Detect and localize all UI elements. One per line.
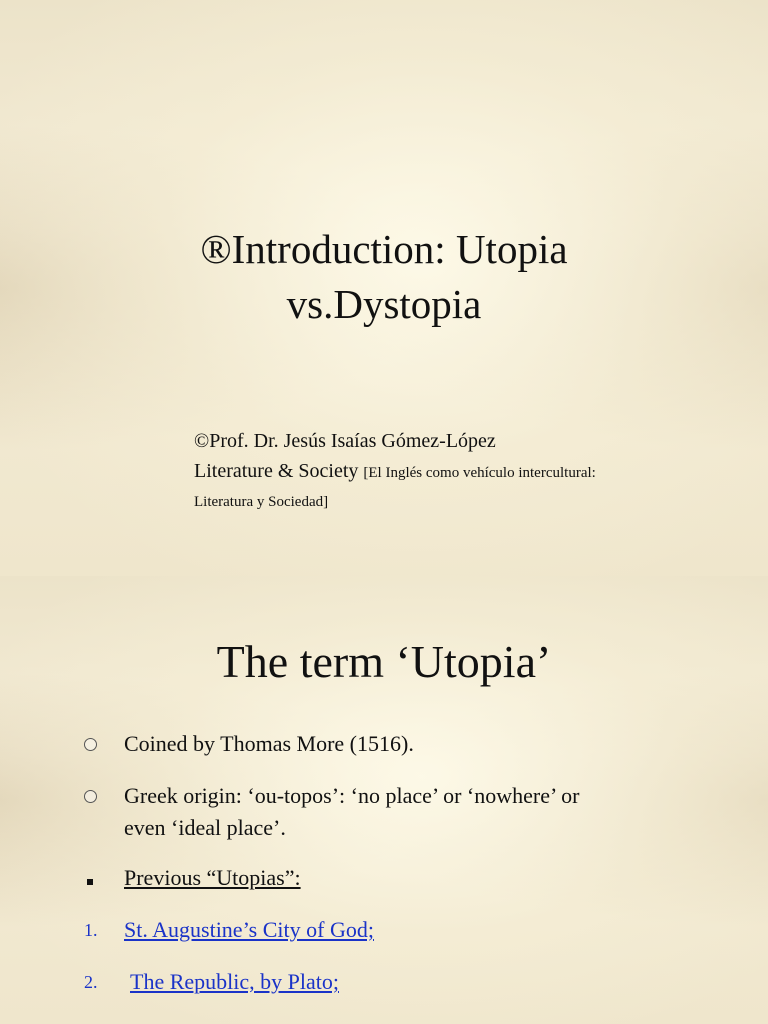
bullet-text-line1: Greek origin: ‘ou-topos’: ‘no place’ or ‘nowhere’ or <box>124 783 580 808</box>
bullet-text-line2: even ‘ideal place’. <box>124 815 286 840</box>
course-line <box>194 456 734 488</box>
course-spanish-b: Literatura y Sociedad] <box>194 494 329 510</box>
bullet-item-previous <box>84 862 704 894</box>
title-line-1: ®Introduction: Utopia <box>200 226 568 272</box>
list-item[interactable] <box>84 966 704 998</box>
slide-utopia-term <box>0 576 768 1024</box>
list-item[interactable] <box>84 914 704 946</box>
list-number: 2. <box>84 972 98 992</box>
circle-bullet-icon <box>84 790 97 803</box>
bullet-item-coined <box>84 728 704 760</box>
bullet-text: Coined by Thomas More (1516). <box>124 731 414 756</box>
course-name: Literature & Society <box>194 460 364 482</box>
slide-title-heading <box>0 222 768 332</box>
list-link-city-of-god[interactable]: St. Augustine’s City of God; <box>124 917 374 942</box>
list-link-republic[interactable]: The Republic, by Plato; <box>130 969 339 994</box>
bullet-item-greek <box>84 780 704 844</box>
circle-bullet-icon <box>84 738 97 751</box>
credits-block <box>194 426 734 516</box>
slide-heading: The term ‘Utopia’ <box>216 636 552 687</box>
author-line: ©Prof. Dr. Jesús Isaías Gómez-López <box>194 430 496 452</box>
list-number: 1. <box>84 920 98 940</box>
course-spanish-a: [El Inglés como vehículo intercultural: <box>363 465 596 481</box>
square-bullet-icon <box>87 879 93 885</box>
bullet-text: Previous “Utopias”: <box>124 865 301 890</box>
title-line-2: vs.Dystopia <box>286 281 482 327</box>
